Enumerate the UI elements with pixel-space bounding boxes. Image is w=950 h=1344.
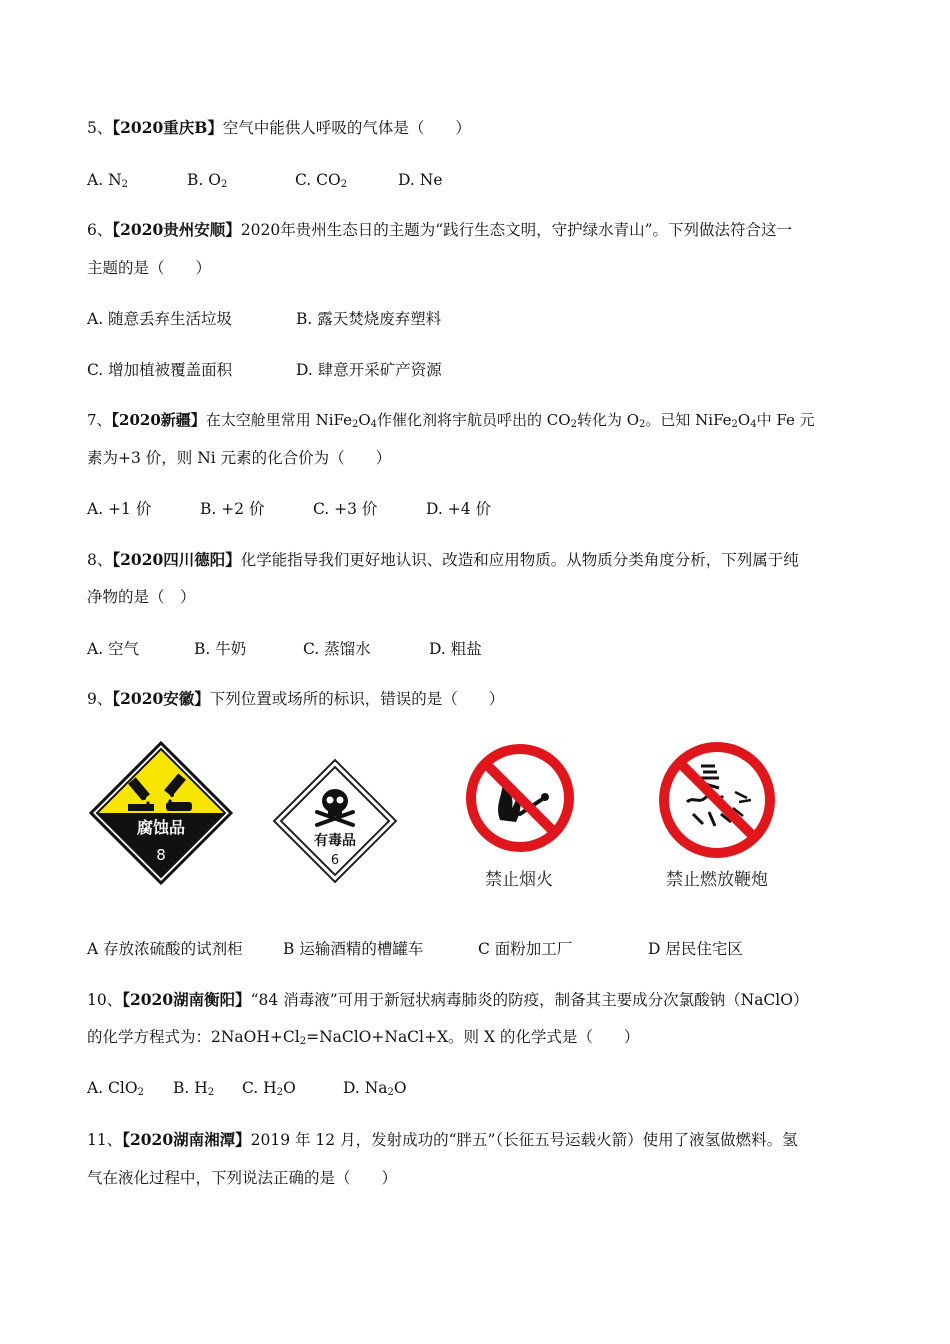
q7-option-d: D. +4 价: [426, 500, 492, 518]
q7-option-a: A. +1 价: [87, 500, 152, 518]
no-fireworks-sign: [657, 740, 777, 860]
corrosive-label: 腐蚀品: [136, 818, 186, 837]
q10-option-b: B. $H_2$: [173, 1079, 215, 1098]
toxic-hazard-sign: [271, 757, 399, 885]
q9-option-d: D 居民住宅区: [648, 940, 743, 958]
q5-option-d: D. Ne: [398, 171, 443, 189]
q10-stem-line2: 的化学方程式为：$2NaOH+Cl_2=NaClO+NaCl+X$。则 X 的化学式是（ ）: [87, 1028, 640, 1047]
q7-option-c: C. +3 价: [313, 500, 378, 518]
q6-option-d: D. 肆意开采矿产资源: [296, 361, 442, 379]
corrosive-hazard-sign: [88, 740, 234, 886]
q8-stem-line2: 净物的是（ ）: [87, 588, 196, 606]
q7-stem-line2: 素为+3 价，则 Ni 元素的化合价为（ ）: [87, 449, 392, 467]
q6-option-c: C. 增加植被覆盖面积: [87, 361, 233, 379]
q7-stem-line1: 7、【2020新疆】在太空舱里常用 $NiFe_2O_4$作催化剂将宇航员呼出的 $CO_2$转化为 $O_2$。已知 $NiFe_2O_4$中 Fe 元: [87, 411, 815, 430]
q9-option-a: A 存放浓硫酸的试剂柜: [87, 940, 243, 958]
q9-option-c: C 面粉加工厂: [478, 940, 573, 958]
q5-option-b: B. $O_2$: [187, 171, 228, 190]
q9-stem: 9、【2020安徽】下列位置或场所的标识，错误的是（ ）: [87, 689, 505, 708]
q8-option-a: A. 空气: [87, 640, 140, 658]
corrosive-class-number: 8: [156, 846, 166, 864]
q5-option-a: A. $N_2$: [87, 171, 128, 190]
q11-stem-line2: 气在液化过程中，下列说法正确的是（ ）: [87, 1169, 398, 1187]
q7-option-b: B. +2 价: [200, 500, 265, 518]
q10-option-a: A. ClO$_2$: [87, 1079, 144, 1098]
no-fire-caption: 禁止烟火: [485, 870, 553, 890]
q8-option-b: B. 牛奶: [194, 640, 247, 658]
q5-option-c: C. $CO_2$: [295, 171, 348, 190]
q8-option-d: D. 粗盐: [429, 640, 482, 658]
q6-stem-line1: 6、【2020贵州安顺】2020年贵州生态日的主题为“践行生态文明，守护绿水青山”。下列做法符合这一: [87, 220, 793, 239]
q6-option-b: B. 露天焚烧废弃塑料: [296, 310, 442, 328]
no-fire-sign: [464, 742, 576, 854]
q10-option-d: D. $Na_2O$: [343, 1079, 407, 1098]
q6-stem-line2: 主题的是（ ）: [87, 259, 212, 277]
toxic-class-number: 6: [330, 853, 340, 868]
q10-option-c: C. $H_2O$: [242, 1079, 296, 1098]
q11-stem-line1: 11、【2020湖南湘潭】2019 年 12 月，发射成功的“胖五”（长征五号运载火箭）使用了液氢做燃料。氢: [87, 1130, 798, 1149]
q10-stem-line1: 10、【2020湖南衡阳】“84 消毒液”可用于新冠状病毒肺炎的防疫，制备其主要成分次氯酸钠（NaClO）: [87, 990, 809, 1009]
toxic-label: 有毒品: [314, 833, 356, 849]
q8-option-c: C. 蒸馏水: [303, 640, 371, 658]
q6-option-a: A. 随意丢弃生活垃圾: [87, 310, 233, 328]
q8-stem-line1: 8、【2020四川德阳】化学能指导我们更好地认识、改造和应用物质。从物质分类角度分析，下列属于纯: [87, 550, 799, 569]
no-fireworks-caption: 禁止燃放鞭炮: [666, 870, 768, 890]
q5-stem: 5、【2020重庆B】空气中能供人呼吸的气体是（ ）: [87, 118, 471, 137]
q9-option-b: B 运输酒精的槽罐车: [283, 940, 424, 958]
